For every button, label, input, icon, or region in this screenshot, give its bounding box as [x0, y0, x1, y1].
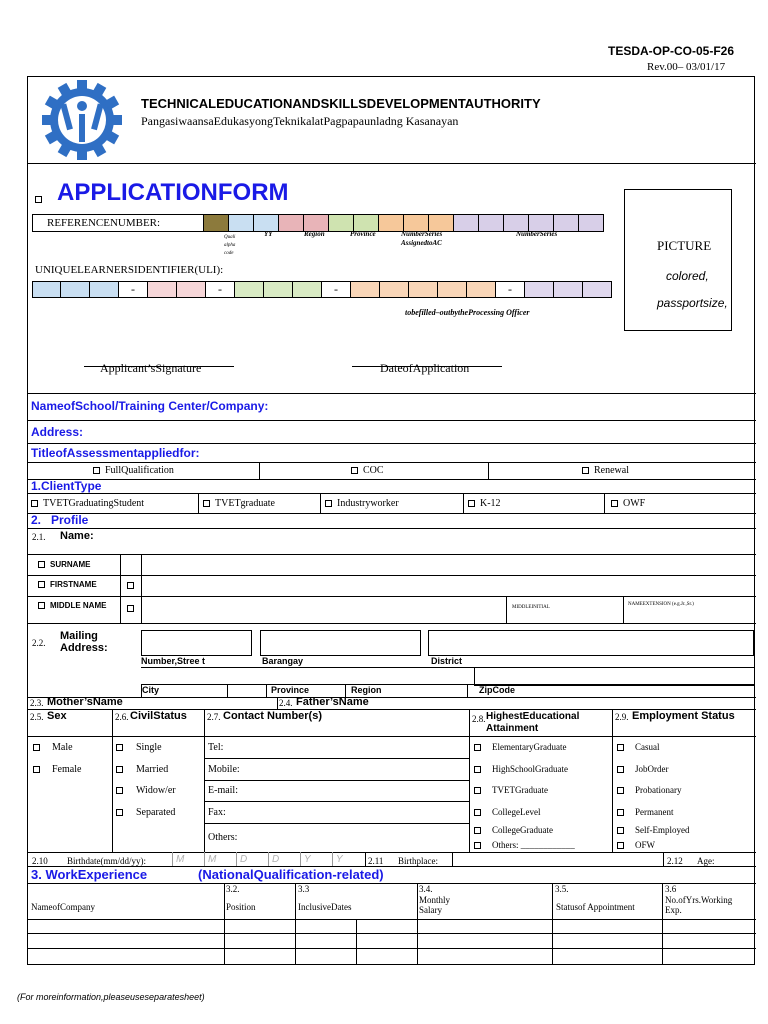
uli-digit-cell[interactable]: [177, 281, 206, 298]
row-divider: [141, 684, 755, 685]
checkbox-icon[interactable]: [474, 744, 481, 751]
father-label: Father’sName: [296, 696, 369, 708]
col-divider: [259, 462, 260, 479]
col-divider: [277, 697, 278, 709]
middle-initial-label: MIDDLEINITIAL: [512, 605, 550, 610]
row-divider: [27, 623, 756, 624]
row-divider: [27, 513, 756, 514]
option-label: FullQualification: [105, 465, 174, 476]
col-divider: [300, 852, 301, 866]
birthdate-slot[interactable]: M: [208, 854, 217, 865]
option-label: HighSchoolGraduate: [492, 764, 568, 774]
col-salary: Monthly Salary: [419, 895, 451, 915]
option-label: Separated: [136, 807, 176, 818]
uli-digit-cell[interactable]: [264, 281, 293, 298]
col-divider: [112, 709, 113, 852]
school-label: NameofSchool/Training Center/Company:: [31, 399, 269, 413]
educ-tvet[interactable]: [474, 785, 548, 795]
contact-number: 2.7.: [207, 712, 221, 722]
reference-digit-cell[interactable]: [579, 214, 604, 232]
col-divider: [198, 493, 199, 513]
checkbox-icon[interactable]: [617, 842, 624, 849]
district-label: District: [431, 656, 463, 666]
picture-note-2: passportsize,: [657, 296, 728, 310]
contact-others-label: Others:: [208, 832, 238, 843]
col-divider: [623, 596, 624, 623]
col-divider: [417, 883, 418, 964]
employ-ofw[interactable]: [617, 840, 655, 850]
work-num-years: 3.6: [665, 884, 677, 894]
option-label: Self-Employed: [635, 825, 690, 835]
birthdate-number: 2.10: [32, 856, 48, 866]
option-label: OFW: [635, 840, 655, 850]
section-divider: [27, 393, 756, 394]
checkbox-icon[interactable]: [617, 787, 624, 794]
educ-label: HighestEducational Attainment: [486, 711, 580, 734]
uli-dash: -: [119, 281, 148, 298]
col-divider: [204, 852, 205, 866]
client-type-heading: 1.ClientType: [31, 479, 102, 493]
uli-digit-cell[interactable]: [32, 281, 61, 298]
col-divider: [662, 883, 663, 964]
work-heading: 3. WorkExperience: [31, 867, 148, 882]
address-label: Address:: [31, 425, 84, 439]
ref-sub-region: Region: [304, 230, 325, 238]
option-label: Others: ____________: [492, 840, 575, 850]
picture-note-1: colored,: [666, 269, 709, 283]
header-divider: [27, 163, 756, 164]
checkbox-icon: [38, 602, 45, 609]
uli-digit-cell[interactable]: [409, 281, 438, 298]
checkbox-icon: [38, 561, 45, 568]
uli-digit-cell[interactable]: [351, 281, 380, 298]
name-label: Name:: [60, 530, 94, 542]
option-coc[interactable]: [351, 465, 384, 476]
option-label: Permanent: [635, 807, 674, 817]
col-divider: [295, 883, 296, 964]
province-label: Province: [271, 685, 310, 695]
client-industry-worker[interactable]: [325, 498, 399, 509]
checkbox-icon[interactable]: [93, 467, 100, 474]
col-divider: [320, 493, 321, 513]
footer-note: (For moreinformation,pleaseuseseparatesheet): [17, 992, 205, 1002]
checkbox-icon[interactable]: [617, 766, 624, 773]
option-label: Industryworker: [337, 498, 399, 509]
mother-label: Mother’sName: [47, 696, 123, 708]
middlename-checkbox[interactable]: [127, 605, 134, 612]
educ-college-graduate[interactable]: [474, 825, 553, 835]
checkbox-icon: [38, 581, 45, 588]
row-divider: [27, 462, 756, 463]
row-divider: [27, 575, 756, 576]
option-label: Renewal: [594, 465, 629, 476]
region-label: Region: [351, 685, 382, 695]
sex-label: Sex: [47, 710, 67, 722]
col-company: NameofCompany: [31, 902, 95, 912]
mother-number: 2.3.: [30, 698, 44, 708]
checkbox-icon[interactable]: [617, 809, 624, 816]
option-label: Married: [136, 764, 169, 775]
client-k12[interactable]: [468, 498, 501, 509]
checkbox-icon[interactable]: [582, 467, 589, 474]
ref-sub-province: Province: [350, 230, 376, 238]
firstname-checkbox[interactable]: [127, 582, 134, 589]
checkbox-icon[interactable]: [474, 787, 481, 794]
client-tvet-graduate[interactable]: [203, 498, 275, 509]
checkbox-icon[interactable]: [116, 744, 123, 751]
col-divider: [365, 852, 366, 866]
uli-digit-cell[interactable]: [235, 281, 264, 298]
option-label: CollegeLevel: [492, 807, 541, 817]
reference-number-label: REFERENCENUMBER:: [47, 217, 161, 229]
checkbox-icon[interactable]: [351, 467, 358, 474]
barangay-field[interactable]: [260, 630, 421, 656]
educ-elementary[interactable]: [474, 742, 566, 752]
option-label: COC: [363, 465, 384, 476]
agency-name: TECHNICALEDUCATIONANDSKILLSDEVELOPMENTAUTHORITY: [141, 96, 541, 111]
row-divider: [27, 554, 756, 555]
age-number: 2.12: [667, 856, 683, 866]
uli-digit-cell[interactable]: [554, 281, 583, 298]
row-divider: [27, 528, 756, 529]
civil-separated[interactable]: [116, 807, 175, 818]
checkbox-icon[interactable]: [203, 500, 210, 507]
birthdate-slot[interactable]: Y: [304, 854, 311, 865]
row-divider: [27, 883, 756, 884]
row-divider: [27, 443, 756, 444]
checkbox-icon[interactable]: [31, 500, 38, 507]
firstname-label: [38, 580, 97, 589]
col-position: Position: [226, 902, 256, 912]
profile-heading: 2. Profile: [31, 513, 89, 527]
uli-digit-cell[interactable]: [467, 281, 496, 298]
col-divider: [604, 493, 605, 513]
work-num-dates: 3.3: [298, 884, 310, 894]
ref-sub-quali: Quali alpha code: [224, 235, 236, 256]
reference-digit-cell[interactable]: [229, 214, 254, 232]
option-label: JobOrder: [635, 764, 669, 774]
contact-fax-label: Fax:: [208, 807, 226, 818]
firstname-text: FIRSTNAME: [50, 580, 97, 589]
agency-name-filipino: PangasiwaansaEdukasyongTeknikalatPagpapaunladng Kasanayan: [141, 114, 459, 128]
reference-digit-cell[interactable]: [554, 214, 579, 232]
city-label: City: [142, 685, 160, 695]
revision-number: Rev.00– 03/01/17: [647, 61, 726, 73]
work-num-status: 3.5.: [555, 884, 569, 894]
form-code: TESDA-OP-CO-05-F26: [608, 44, 735, 58]
option-label: Single: [136, 742, 162, 753]
option-label: Widow/er: [136, 785, 176, 796]
birthplace-label: Birthplace:: [398, 856, 438, 866]
uli-dash: -: [322, 281, 351, 298]
row-divider: [27, 919, 756, 920]
col-dates: InclusiveDates: [298, 902, 352, 912]
option-label: K-12: [480, 498, 501, 509]
col-divider: [120, 554, 121, 623]
civil-single[interactable]: [116, 742, 162, 753]
col-divider: [469, 709, 470, 852]
option-label: OWF: [623, 498, 646, 509]
birthdate-slot[interactable]: D: [272, 854, 280, 865]
sex-male[interactable]: [33, 742, 73, 753]
col-divider: [612, 709, 613, 852]
mailing-number: 2.2.: [32, 638, 46, 648]
employ-job-order[interactable]: [617, 764, 669, 774]
col-divider: [268, 852, 269, 866]
row-divider: [27, 420, 756, 421]
col-divider: [488, 462, 489, 479]
checkbox-icon[interactable]: [611, 500, 618, 507]
ref-sub-yy: YY: [264, 230, 273, 238]
row-divider: [27, 736, 756, 737]
birthplace-number: 2.11: [368, 856, 384, 866]
option-label: TVETGraduate: [492, 785, 548, 795]
col-divider: [552, 883, 553, 964]
col-divider: [227, 684, 228, 697]
civil-label: CivilStatus: [130, 710, 187, 722]
option-label: Female: [52, 764, 82, 775]
col-divider: [356, 919, 357, 964]
option-full-qualification[interactable]: [93, 465, 174, 476]
checkbox-icon[interactable]: [33, 744, 40, 751]
surname-label: [38, 560, 90, 569]
contact-email-label: E-mail:: [208, 785, 238, 796]
col-status: Statusof Appointment: [556, 902, 635, 912]
sex-female[interactable]: [33, 764, 81, 775]
educ-college-level[interactable]: [474, 807, 540, 817]
uli-dash: -: [206, 281, 235, 298]
checkbox-icon[interactable]: [474, 827, 481, 834]
reference-digit-cell[interactable]: [204, 214, 229, 232]
age-label: Age:: [697, 856, 715, 866]
checkbox-icon[interactable]: [33, 766, 40, 773]
row-divider: [204, 758, 469, 759]
educ-others[interactable]: [474, 840, 575, 850]
option-renewal[interactable]: [582, 465, 629, 476]
birthdate-slot[interactable]: M: [176, 854, 185, 865]
row-divider: [27, 493, 756, 494]
contact-label: Contact Number(s): [223, 710, 323, 722]
row-divider: [204, 823, 469, 824]
sex-number: 2.5.: [30, 712, 44, 722]
work-num-position: 3.2.: [226, 884, 240, 894]
educ-highschool[interactable]: [474, 764, 568, 774]
client-owf[interactable]: [611, 498, 645, 509]
checkbox-icon[interactable]: [116, 787, 123, 794]
civil-married[interactable]: [116, 764, 168, 775]
row-divider: [204, 780, 469, 781]
reference-digit-cell[interactable]: [479, 214, 504, 232]
checkbox-icon[interactable]: [116, 766, 123, 773]
employ-permanent[interactable]: [617, 807, 674, 817]
number-street-label: Number,Stree t: [141, 656, 206, 666]
table-row[interactable]: [27, 933, 756, 934]
uli-digit-cell[interactable]: [293, 281, 322, 298]
uli-digit-cell[interactable]: [583, 281, 612, 298]
applicant-signature-label: Applicant’sSignature: [100, 361, 202, 375]
col-years: No.ofYrs.Working Exp.: [665, 895, 733, 915]
employ-label: Employment Status: [632, 710, 735, 722]
option-label: TVETgraduate: [215, 498, 275, 509]
mailing-label: Mailing Address:: [60, 630, 108, 654]
birthdate-label: Birthdate(mm/dd/yy):: [67, 856, 146, 866]
col-divider: [463, 493, 464, 513]
col-divider: [141, 554, 142, 623]
employ-probationary[interactable]: [617, 785, 682, 795]
name-number: 2.1.: [32, 532, 46, 542]
uli-digit-cell[interactable]: [61, 281, 90, 298]
row-divider: [27, 697, 756, 698]
civil-widower[interactable]: [116, 785, 176, 796]
col-divider: [452, 852, 453, 866]
client-tvet-graduating[interactable]: [31, 498, 144, 509]
col-divider: [663, 852, 664, 866]
reference-digit-cell[interactable]: [279, 214, 304, 232]
form-title: APPLICATIONFORM: [57, 179, 289, 206]
checkbox-icon[interactable]: [617, 827, 624, 834]
name-extension-label: NAMEEXTENSION (e.g.Jr.,Sr.): [628, 602, 694, 607]
uli-digit-cell[interactable]: [438, 281, 467, 298]
checkbox-icon[interactable]: [474, 842, 481, 849]
checkbox-icon[interactable]: [325, 500, 332, 507]
middlename-label: [38, 601, 118, 611]
checkbox-icon[interactable]: [474, 809, 481, 816]
uli-dash: -: [496, 281, 525, 298]
uli-digit-cell[interactable]: [148, 281, 177, 298]
table-row[interactable]: [27, 948, 756, 949]
work-num-salary: 3.4.: [419, 884, 433, 894]
checkbox-icon[interactable]: [617, 744, 624, 751]
col-divider: [332, 852, 333, 866]
birthdate-slot[interactable]: Y: [336, 854, 343, 865]
option-label: Probationary: [635, 785, 682, 795]
row-divider: [27, 852, 756, 853]
title-checkbox: [35, 196, 42, 203]
col-divider: [266, 684, 267, 697]
work-subheading: (NationalQualification-related): [198, 867, 384, 882]
uli-digit-cell[interactable]: [380, 281, 409, 298]
birthdate-slot[interactable]: D: [240, 854, 248, 865]
contact-mobile-label: Mobile:: [208, 764, 240, 775]
uli-label: UNIQUELEARNERSIDENTIFIER(ULI):: [35, 264, 224, 276]
option-label: CollegeGraduate: [492, 825, 553, 835]
middlename-text: MIDDLE NAME: [50, 601, 107, 610]
district-field[interactable]: [428, 630, 754, 656]
checkbox-icon[interactable]: [468, 500, 475, 507]
col-divider: [236, 852, 237, 866]
surname-text: SURNAME: [50, 560, 91, 569]
option-label: Male: [52, 742, 73, 753]
option-label: TVETGraduatingStudent: [43, 498, 145, 509]
barangay-label: Barangay: [262, 656, 304, 666]
ref-sub-series: NumberSeries: [516, 230, 558, 238]
tesda-logo-icon: [35, 80, 129, 160]
checkbox-icon[interactable]: [116, 809, 123, 816]
educ-number: 2.8.: [472, 714, 486, 724]
ref-sub-series-ac: NumberSeries AssignedtoAC: [401, 230, 443, 247]
assessment-label: TitleofAssessmentappliedfor:: [31, 446, 200, 460]
employ-number: 2.9.: [615, 712, 629, 722]
picture-label: PICTURE: [657, 238, 712, 253]
col-divider: [467, 684, 468, 697]
col-divider: [224, 883, 225, 964]
number-street-field[interactable]: [141, 630, 252, 656]
row-divider: [27, 596, 756, 597]
row-divider: [27, 479, 756, 480]
contact-tel-label: Tel:: [208, 742, 224, 753]
col-divider: [172, 852, 173, 866]
father-number: 2.4.: [279, 698, 293, 708]
uli-note: tobefilled–outbytheProcessing Officer: [405, 308, 530, 317]
zipcode-label: ZipCode: [479, 685, 515, 695]
row-divider: [204, 801, 469, 802]
checkbox-icon[interactable]: [474, 766, 481, 773]
col-divider: [506, 596, 507, 623]
uli-digit-cell[interactable]: [525, 281, 554, 298]
civil-number: 2.6.: [115, 712, 129, 722]
employ-casual[interactable]: [617, 742, 660, 752]
option-label: ElementaryGraduate: [492, 742, 567, 752]
option-label: Casual: [635, 742, 660, 752]
date-of-application-label: DateofApplication: [380, 361, 470, 375]
uli-digit-cell[interactable]: [90, 281, 119, 298]
employ-self-employed[interactable]: [617, 825, 690, 835]
